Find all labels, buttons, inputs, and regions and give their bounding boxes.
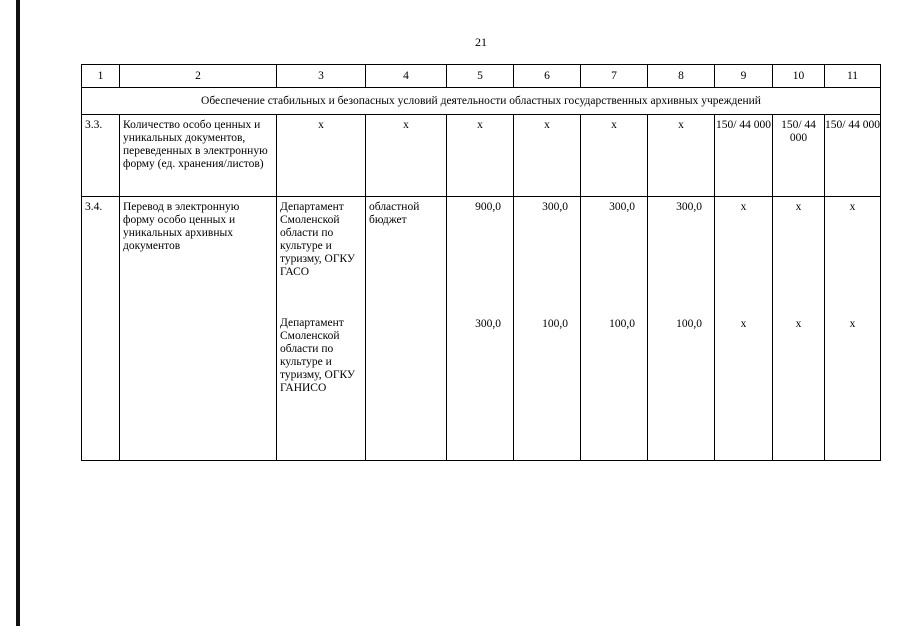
value-ganiso: 100,0 (676, 318, 702, 330)
col-header: 8 (648, 65, 715, 88)
executor-gaso: Департамент Смоленской области по культуре и туризму, ОГКУ ГАСО (280, 201, 356, 278)
col-header: 3 (277, 65, 366, 88)
cell-indicator-3: 150/ 44 000 (825, 115, 881, 197)
program-table (81, 64, 881, 461)
value-ganiso: 100,0 (609, 318, 635, 330)
table-row-3-4 (82, 197, 881, 461)
cell-source: x (366, 115, 447, 197)
cell-indicator-2 (773, 197, 825, 461)
value-ganiso: x (740, 318, 747, 330)
section-title: Обеспечение стабильных и безопасных условий деятельности областных государственных архивных учреждений (82, 88, 881, 115)
table-row-3-3 (82, 115, 881, 197)
cell-year-2 (581, 197, 648, 461)
col-header: 6 (514, 65, 581, 88)
value-ganiso: x (849, 318, 856, 330)
cell-indicator-1 (715, 197, 773, 461)
cell-total: x (447, 115, 514, 197)
cell-executor: x (277, 115, 366, 197)
cell-year-3: x (648, 115, 715, 197)
col-header: 7 (581, 65, 648, 88)
page-number: 21 (475, 35, 487, 49)
column-number-row (82, 65, 881, 88)
row-number: 3.3. (82, 115, 120, 197)
value-gaso: 900,0 (475, 201, 501, 213)
value-ganiso: 100,0 (542, 318, 568, 330)
value-ganiso: 300,0 (475, 318, 501, 330)
value-gaso: 300,0 (542, 201, 568, 213)
value-gaso: 300,0 (676, 201, 702, 213)
executor-ganiso: Департамент Смоленской области по культуре и туризму, ОГКУ ГАНИСО (280, 317, 356, 394)
cell-executors (277, 197, 366, 461)
cell-year-1 (514, 197, 581, 461)
value-gaso: x (795, 201, 802, 213)
col-header: 9 (715, 65, 773, 88)
row-number: 3.4. (82, 197, 120, 461)
col-header: 1 (82, 65, 120, 88)
cell-year-2: x (581, 115, 648, 197)
measure-name: Перевод в электронную форму особо ценных и уникальных архивных документов (120, 197, 277, 461)
section-row (82, 88, 881, 115)
indicator-name: Количество особо ценных и уникальных документов, переведенных в электронную форму (ед. хранения/листов) (120, 115, 277, 197)
cell-year-3 (648, 197, 715, 461)
scan-edge (16, 0, 20, 626)
value-gaso: x (849, 201, 856, 213)
cell-indicator-3 (825, 197, 881, 461)
cell-funding-source: областной бюджет (366, 197, 447, 461)
cell-total (447, 197, 514, 461)
col-header: 11 (825, 65, 881, 88)
col-header: 2 (120, 65, 277, 88)
col-header: 5 (447, 65, 514, 88)
value-gaso: x (740, 201, 747, 213)
col-header: 4 (366, 65, 447, 88)
value-ganiso: x (795, 318, 802, 330)
cell-year-1: x (514, 115, 581, 197)
col-header: 10 (773, 65, 825, 88)
cell-indicator-1: 150/ 44 000 (715, 115, 773, 197)
value-gaso: 300,0 (609, 201, 635, 213)
cell-indicator-2: 150/ 44 000 (773, 115, 825, 197)
